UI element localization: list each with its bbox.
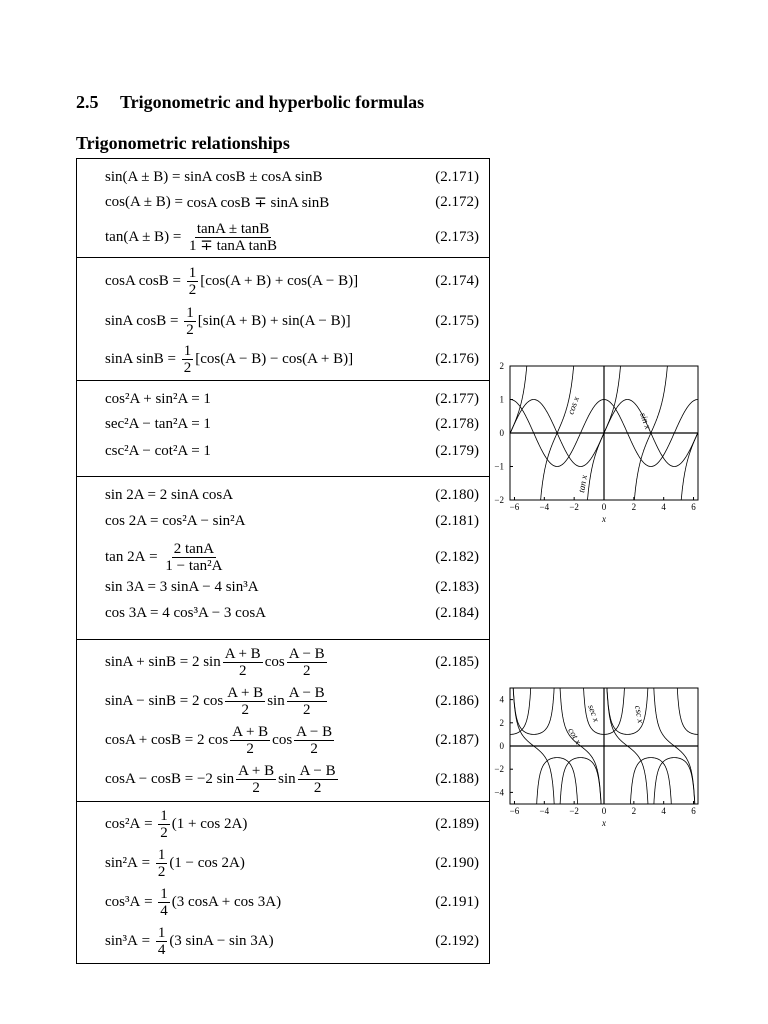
denominator: 2 — [302, 701, 311, 718]
denominator: 2 — [246, 740, 254, 757]
formula-row — [77, 643, 489, 681]
formula-row — [77, 577, 489, 597]
formula-row — [77, 721, 489, 759]
fraction — [225, 685, 265, 718]
denominator: 2 — [186, 321, 194, 338]
formula-row — [77, 303, 489, 339]
formula-lhs: tan(A ± B) — [105, 228, 170, 245]
formula-mid: sin — [267, 692, 285, 709]
equation-number: (2.184) — [435, 604, 479, 621]
fraction — [187, 265, 199, 298]
formula-row — [77, 485, 489, 505]
formula-text: sec²A − tan²A = 1 — [105, 415, 211, 432]
x-tick-label: 6 — [691, 806, 696, 816]
formula-row — [77, 389, 489, 409]
fraction — [156, 847, 168, 880]
formula-text: csc²A − cot²A = 1 — [105, 442, 211, 459]
numerator: 2 tanA — [173, 540, 215, 557]
equation-number: (2.192) — [435, 932, 479, 949]
numerator: A + B — [227, 684, 264, 701]
formula — [105, 217, 281, 257]
denominator: 2 — [252, 779, 260, 796]
formula-rhs: sinA cosB ± cosA sinB — [184, 168, 323, 185]
denominator: 2 — [302, 662, 311, 679]
formula-group — [76, 640, 490, 802]
formula-lhs: tan 2A — [105, 548, 146, 565]
formula — [105, 263, 358, 299]
equation-number: (2.183) — [435, 578, 479, 595]
formula — [105, 167, 322, 187]
formula-lhs: sin³A — [105, 932, 138, 949]
denominator: 1 − tan²A — [165, 557, 223, 574]
y-tick-label: −1 — [494, 461, 504, 472]
formula-row — [77, 341, 489, 377]
x-tick-label: 2 — [631, 806, 637, 816]
formula — [105, 643, 329, 681]
equals-sign: = — [163, 350, 180, 367]
formula — [105, 303, 351, 339]
equals-sign: = — [175, 653, 192, 670]
y-tick-label: −4 — [494, 787, 504, 798]
x-tick-label: −6 — [509, 502, 520, 512]
subsection-title: Trigonometric relationships — [76, 133, 290, 153]
formula-prefix: 2 sin — [191, 653, 221, 670]
denominator: 4 — [160, 902, 168, 919]
formula-lhs: cosA cosB — [105, 272, 169, 289]
section-number: 2.5 — [76, 92, 99, 112]
formula-text: sin 2A = 2 sinA cosA — [105, 486, 234, 503]
formula-row — [77, 883, 489, 921]
denominator: 2 — [188, 281, 197, 298]
formula-row — [77, 682, 489, 720]
fraction — [184, 305, 196, 338]
formula — [105, 441, 211, 461]
numerator: A − B — [299, 762, 336, 779]
fraction — [182, 343, 194, 376]
formula-lhs: cos²A — [105, 815, 141, 832]
x-tick-label: 0 — [601, 502, 607, 512]
section-title: Trigonometric and hyperbolic formulas — [120, 92, 425, 112]
formula — [105, 844, 245, 882]
formula — [105, 414, 211, 434]
denominator: 2 — [241, 701, 249, 718]
equals-sign: = — [180, 770, 197, 787]
fraction — [230, 724, 270, 757]
cot-label: cot x — [566, 726, 584, 746]
formula-lhs: sinA + sinB — [105, 653, 176, 670]
equation-number: (2.185) — [435, 653, 479, 670]
formula-mid: cos — [264, 653, 285, 670]
fraction — [236, 763, 276, 796]
formula-prefix: −2 sin — [196, 770, 235, 787]
equation-number: (2.174) — [435, 272, 479, 289]
formula-lhs: cosA − cosB — [105, 770, 181, 787]
equals-sign: = — [168, 272, 185, 289]
formula-mid: sin — [278, 770, 296, 787]
numerator: 1 — [160, 807, 168, 824]
numerator: 1 — [186, 304, 194, 321]
equals-sign: = — [140, 893, 157, 910]
sin-label: sin x — [638, 411, 654, 431]
formula-rhs: (1 + cos 2A) — [171, 815, 248, 832]
tan-label: tan x — [576, 474, 590, 494]
equation-number: (2.186) — [435, 692, 479, 709]
formula — [105, 805, 247, 843]
denominator: 4 — [157, 941, 166, 958]
formula-prefix: 2 cos — [196, 731, 229, 748]
fraction — [158, 808, 170, 841]
formula-lhs: sin(A ± B) — [105, 168, 169, 185]
formula-lhs: sin²A — [105, 854, 138, 871]
y-tick-label: 0 — [499, 428, 504, 438]
formula-group — [76, 802, 490, 964]
formula-text: sin 3A = 3 sinA − 4 sin³A — [105, 578, 259, 595]
formula-row — [77, 537, 489, 577]
formula-lhs: sinA − sinB — [105, 692, 176, 709]
formula-text: cos 2A = cos²A − sin²A — [105, 512, 246, 529]
x-axis-label: x — [602, 818, 606, 828]
formula — [105, 511, 246, 531]
cos-label: cos x — [565, 395, 582, 416]
x-tick-label: 2 — [631, 502, 637, 512]
equation-number: (2.180) — [435, 486, 479, 503]
equation-number: (2.189) — [435, 815, 479, 832]
formula-prefix: 2 cos — [191, 692, 224, 709]
denominator: 2 — [160, 824, 168, 841]
equation-number: (2.181) — [435, 512, 479, 529]
fraction — [158, 886, 170, 919]
equals-sign: = — [140, 815, 157, 832]
formula-row — [77, 167, 489, 187]
equals-sign: = — [137, 854, 154, 871]
formula-rhs: cosA cosB ∓ sinA sinB — [186, 194, 330, 211]
formula — [105, 341, 353, 377]
fraction — [187, 221, 279, 254]
formula — [105, 485, 233, 505]
formula-group — [76, 158, 490, 258]
numerator: A − B — [288, 684, 325, 701]
formula-group — [76, 381, 490, 477]
equation-number: (2.188) — [435, 770, 479, 787]
fraction — [294, 724, 334, 757]
trig-plot-2 — [490, 684, 710, 849]
x-tick-label: −6 — [509, 806, 520, 816]
x-axis-label: x — [602, 514, 606, 524]
equation-number: (2.176) — [435, 350, 479, 367]
y-tick-label: 2 — [499, 361, 504, 371]
y-tick-label: 1 — [499, 394, 504, 405]
formula-row — [77, 414, 489, 434]
y-tick-label: −2 — [494, 764, 504, 775]
equals-sign: = — [180, 731, 197, 748]
fraction — [287, 685, 327, 718]
equation-number: (2.191) — [435, 893, 479, 910]
equals-sign: = — [145, 548, 162, 565]
formula-row — [77, 603, 489, 623]
equation-number: (2.187) — [435, 731, 479, 748]
y-tick-label: 2 — [499, 717, 504, 728]
formula-group — [76, 477, 490, 640]
equation-number: (2.175) — [435, 312, 479, 329]
numerator: A + B — [224, 645, 261, 662]
equals-sign: = — [169, 228, 186, 245]
numerator: 1 — [157, 924, 166, 941]
formula-rhs: (1 − cos 2A) — [169, 854, 245, 871]
numerator: 1 — [160, 885, 168, 902]
numerator: A + B — [238, 762, 275, 779]
formula — [105, 721, 336, 759]
formula-text: cos 3A = 4 cos³A − 3 cosA — [105, 604, 266, 621]
equation-number: (2.171) — [435, 168, 479, 185]
formula-lhs: cos(A ± B) — [105, 193, 171, 210]
x-tick-label: 6 — [691, 502, 696, 512]
y-tick-label: 4 — [499, 694, 504, 705]
y-tick-label: 0 — [499, 741, 504, 751]
equals-sign: = — [168, 168, 185, 185]
formula-row — [77, 511, 489, 531]
formula-row — [77, 441, 489, 461]
numerator: 1 — [188, 264, 197, 281]
section-heading — [76, 92, 424, 113]
x-tick-label: −2 — [569, 502, 579, 512]
formula — [105, 389, 211, 409]
equation-number: (2.178) — [435, 415, 479, 432]
y-tick-label: −2 — [494, 495, 504, 505]
equals-sign: = — [137, 932, 154, 949]
formula-lhs: cos³A — [105, 893, 141, 910]
csc-label: csc x — [633, 704, 646, 724]
equals-sign: = — [166, 312, 183, 329]
fraction — [223, 646, 263, 679]
denominator: 1 ∓ tanA tanB — [189, 237, 278, 254]
formula-rhs: [cos(A − B) − cos(A + B)] — [195, 350, 354, 367]
numerator: 1 — [157, 846, 166, 863]
x-tick-label: 4 — [661, 806, 666, 816]
denominator: 2 — [238, 662, 247, 679]
formula-row — [77, 760, 489, 798]
equals-sign: = — [175, 692, 192, 709]
trig-plot-1 — [490, 358, 710, 533]
x-tick-label: −4 — [539, 502, 550, 512]
numerator: tanA ± tanB — [196, 220, 270, 237]
equation-number: (2.190) — [435, 854, 479, 871]
denominator: 2 — [310, 740, 318, 757]
equation-number: (2.172) — [435, 193, 479, 210]
formula-row — [77, 922, 489, 960]
formula-rhs: [sin(A + B) + sin(A − B)] — [197, 312, 351, 329]
formula-row — [77, 192, 489, 212]
formula-group — [76, 258, 490, 381]
formula-row — [77, 263, 489, 299]
numerator: A + B — [232, 723, 269, 740]
formula-row — [77, 217, 489, 257]
equals-sign: = — [170, 193, 187, 210]
formula-lhs: sinA sinB — [105, 350, 164, 367]
equation-number: (2.173) — [435, 228, 479, 245]
x-tick-label: 4 — [661, 502, 666, 512]
formula-mid: cos — [272, 731, 293, 748]
formula — [105, 883, 281, 921]
formula-rhs: (3 sinA − sin 3A) — [169, 932, 274, 949]
x-tick-label: −4 — [539, 806, 550, 816]
formula-lhs: cosA + cosB — [105, 731, 181, 748]
formula — [105, 760, 340, 798]
formula-row — [77, 805, 489, 843]
formula-text: cos²A + sin²A = 1 — [105, 390, 211, 407]
denominator: 2 — [313, 779, 322, 796]
formula-lhs: sinA cosB — [105, 312, 167, 329]
fraction — [156, 925, 168, 958]
formula — [105, 603, 266, 623]
numerator: A − B — [288, 645, 325, 662]
equation-number: (2.177) — [435, 390, 479, 407]
fraction — [287, 646, 327, 679]
sec-label: sec x — [586, 703, 602, 724]
equation-number: (2.179) — [435, 442, 479, 459]
denominator: 2 — [183, 359, 192, 376]
formula — [105, 537, 227, 577]
formula-row — [77, 844, 489, 882]
numerator: 1 — [183, 342, 192, 359]
equation-number: (2.182) — [435, 548, 479, 565]
x-tick-label: −2 — [569, 806, 579, 816]
formula — [105, 192, 329, 212]
formula — [105, 922, 274, 960]
numerator: A − B — [296, 723, 333, 740]
x-tick-label: 0 — [601, 806, 607, 816]
formula — [105, 682, 329, 720]
formula-rhs: [cos(A + B) + cos(A − B)] — [200, 272, 359, 289]
fraction — [298, 763, 338, 796]
formula — [105, 577, 259, 597]
denominator: 2 — [157, 863, 166, 880]
formula-rhs: (3 cosA + cos 3A) — [171, 893, 282, 910]
fraction — [163, 541, 224, 574]
